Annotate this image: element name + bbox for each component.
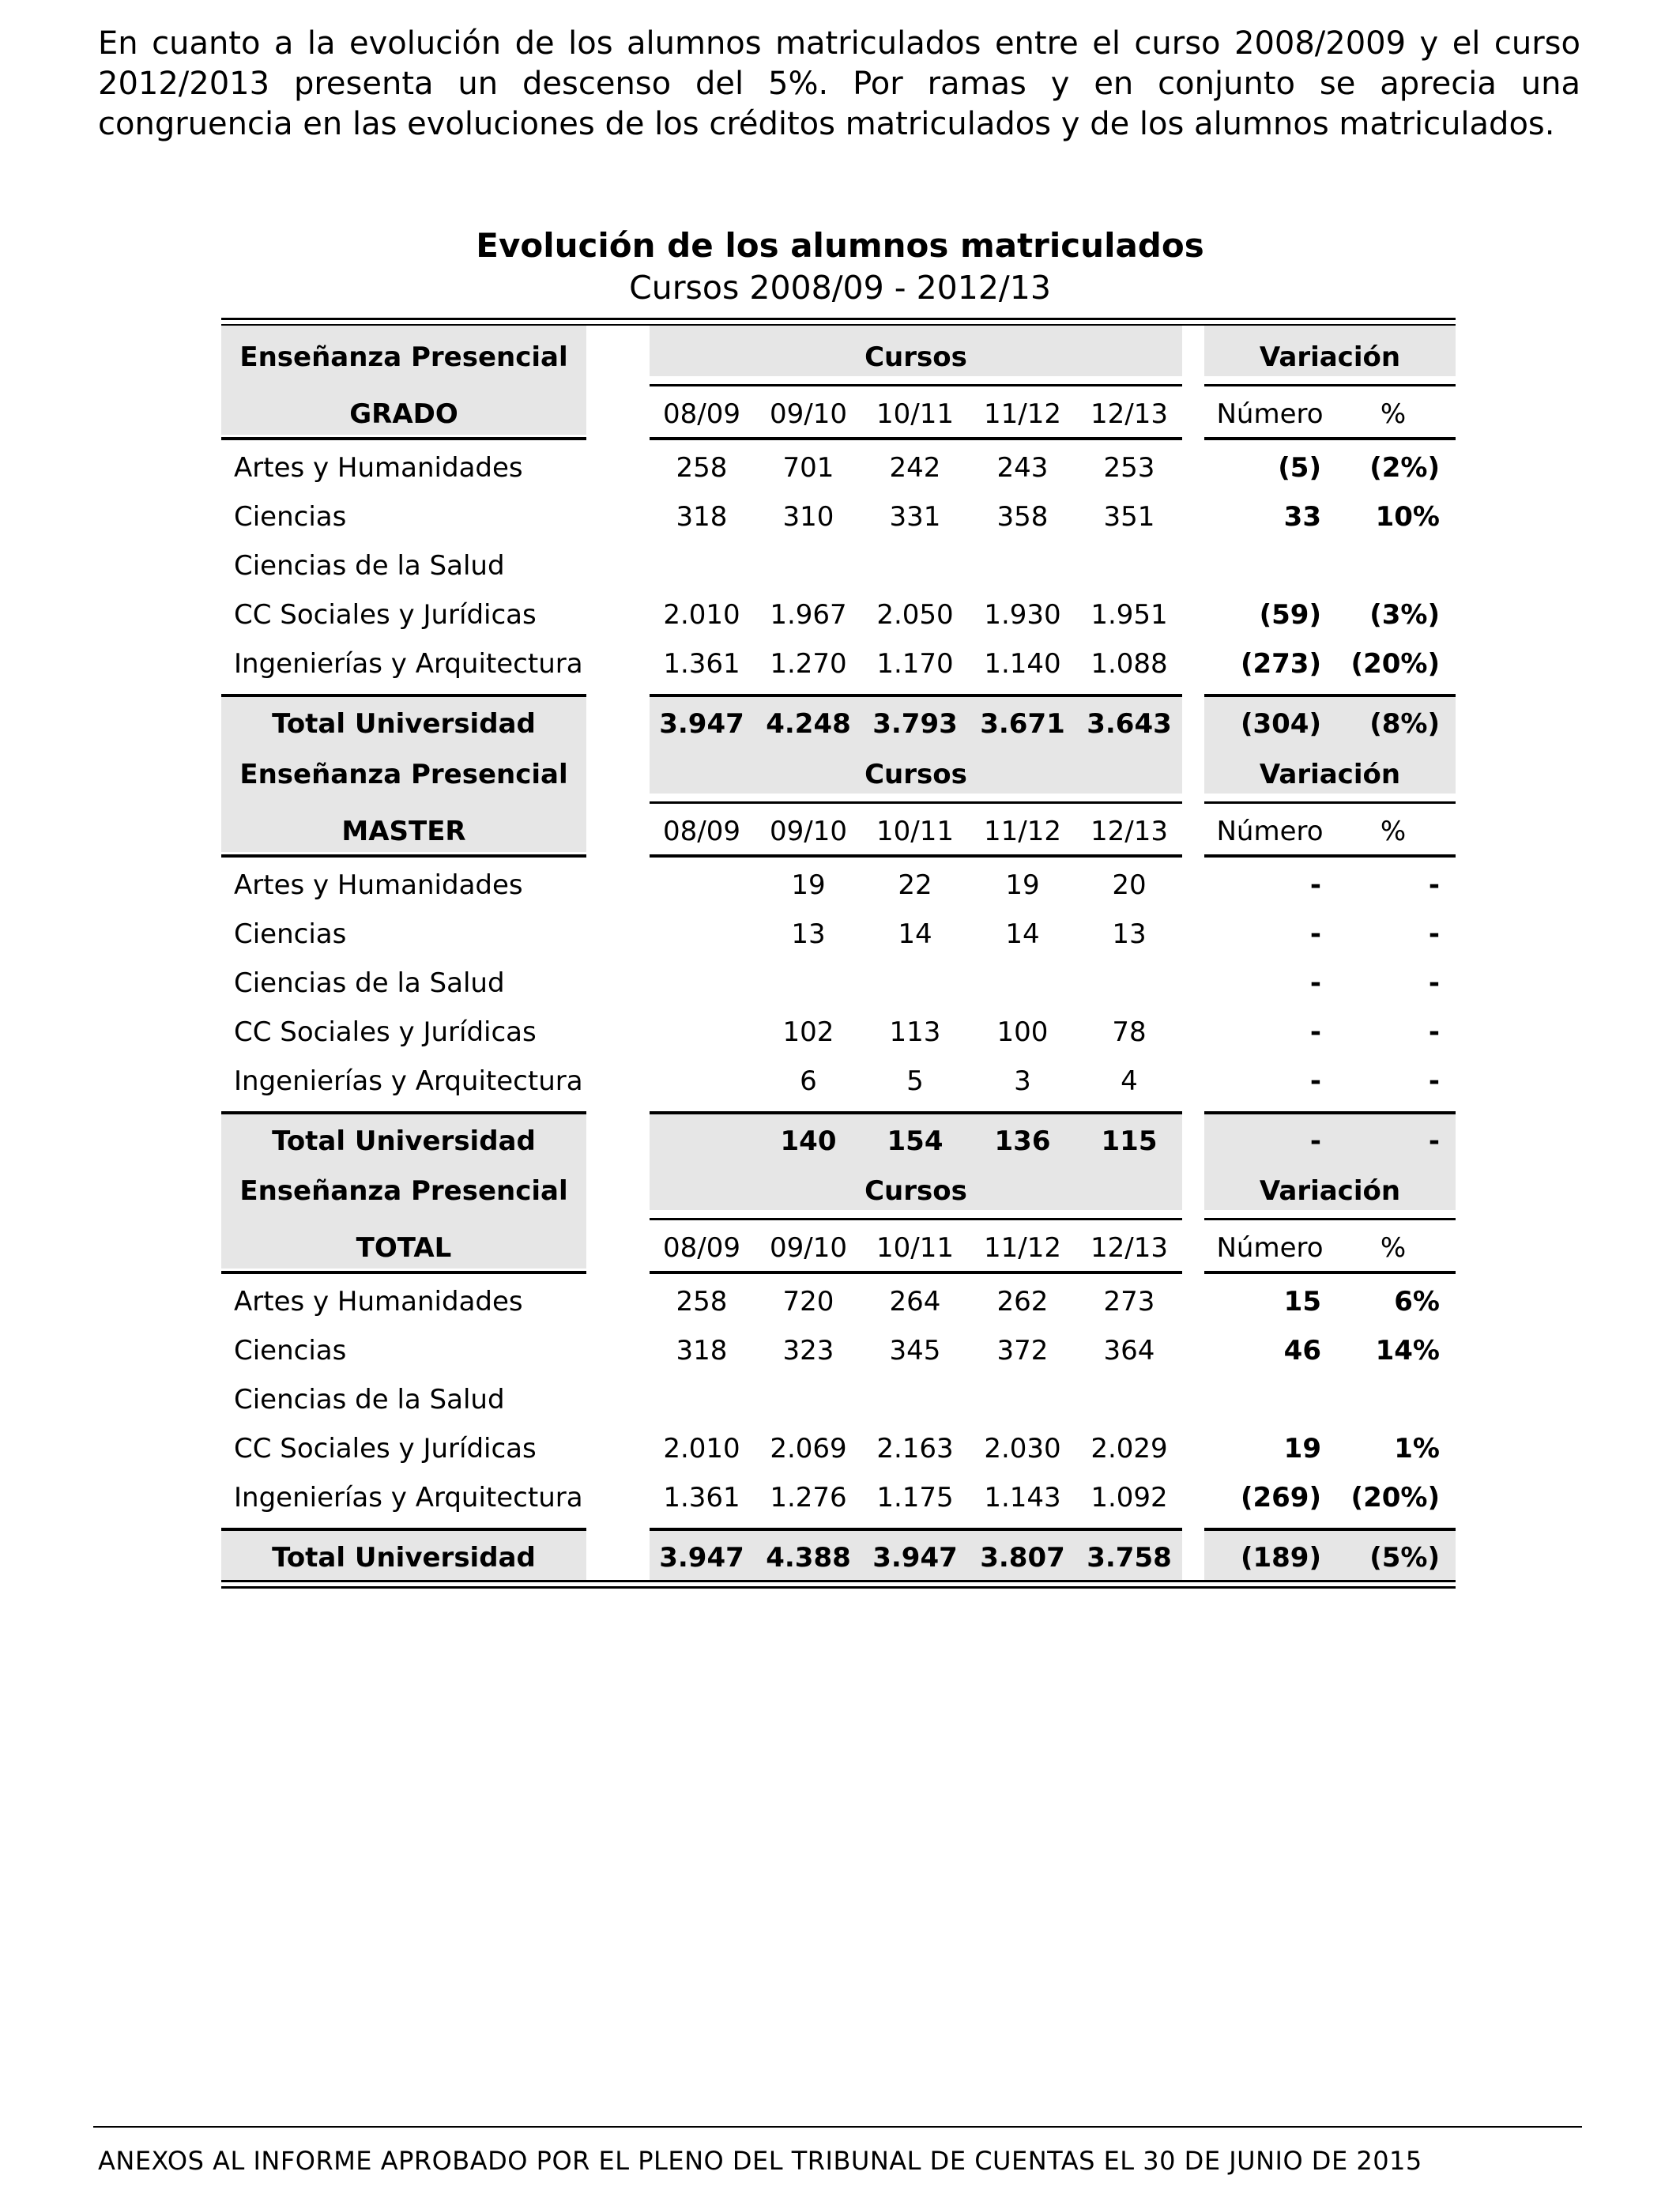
total-value: 3.758	[1087, 1542, 1172, 1574]
total-value: 115	[1101, 1125, 1158, 1157]
table-top-double-rule	[221, 324, 1456, 326]
row-variation-number: -	[1309, 1065, 1321, 1097]
row-label: Artes y Humanidades	[234, 1286, 523, 1318]
subheader-rule	[1204, 854, 1456, 858]
section-heading: Enseñanza Presencial	[239, 1175, 568, 1207]
pct-header: %	[1380, 398, 1407, 430]
row-variation-pct: -	[1428, 918, 1440, 950]
row-variation-pct: -	[1428, 869, 1440, 901]
year-header: 12/13	[1090, 816, 1168, 847]
row-value: 242	[889, 452, 941, 484]
row-variation-number: 19	[1283, 1433, 1321, 1465]
footer-divider	[93, 2126, 1582, 2128]
row-variation-number: (5)	[1278, 452, 1321, 484]
total-label: Total Universidad	[272, 1542, 536, 1574]
total-value: 3.643	[1087, 708, 1172, 740]
section-heading: Enseñanza Presencial	[239, 759, 568, 790]
row-value: 1.361	[663, 1482, 740, 1514]
row-variation-number: -	[1309, 918, 1321, 950]
year-header: 09/10	[770, 1232, 847, 1264]
header-rule	[1204, 384, 1456, 386]
total-label: Total Universidad	[272, 708, 536, 740]
year-header: 08/09	[663, 816, 740, 847]
row-value: 13	[791, 918, 826, 950]
row-value: 262	[996, 1286, 1049, 1318]
total-value: 136	[994, 1125, 1051, 1157]
total-variation-number: (304)	[1240, 708, 1321, 740]
row-label: CC Sociales y Jurídicas	[234, 599, 537, 631]
row-value: 3	[1014, 1065, 1031, 1097]
row-label: Artes y Humanidades	[234, 869, 523, 901]
total-value: 4.248	[766, 708, 851, 740]
row-variation-number: -	[1309, 967, 1321, 999]
pct-header: %	[1380, 816, 1407, 847]
year-header: 09/10	[770, 816, 847, 847]
section-heading: Enseñanza Presencial	[239, 341, 568, 373]
year-header: 08/09	[663, 1232, 740, 1264]
row-value: 2.163	[876, 1433, 954, 1465]
row-variation-number: (273)	[1240, 648, 1321, 680]
row-value: 13	[1112, 918, 1147, 950]
cursos-heading: Cursos	[864, 759, 967, 790]
row-value: 720	[782, 1286, 834, 1318]
year-header: 09/10	[770, 398, 847, 430]
section-type-label: TOTAL	[356, 1232, 452, 1264]
row-value: 372	[996, 1335, 1049, 1367]
total-value: 4.388	[766, 1542, 851, 1574]
numero-header: Número	[1216, 1232, 1324, 1264]
year-header: 08/09	[663, 398, 740, 430]
row-variation-pct: 14%	[1375, 1335, 1440, 1367]
total-value: 154	[887, 1125, 944, 1157]
header-rule	[650, 1218, 1182, 1220]
numero-header: Número	[1216, 816, 1324, 847]
row-variation-number: (269)	[1240, 1482, 1321, 1514]
row-value: 102	[782, 1016, 834, 1048]
row-variation-pct: (2%)	[1369, 452, 1440, 484]
row-value: 273	[1103, 1286, 1155, 1318]
row-variation-pct: 1%	[1394, 1433, 1440, 1465]
row-value: 4	[1121, 1065, 1138, 1097]
variacion-heading: Variación	[1259, 1175, 1401, 1207]
year-header: 11/12	[984, 816, 1061, 847]
row-label: Ciencias	[234, 1335, 347, 1367]
row-variation-pct: 10%	[1375, 501, 1440, 533]
subheader-rule	[221, 437, 586, 440]
table-bottom-double-rule	[221, 1580, 1456, 1582]
total-variation-pct: (8%)	[1369, 708, 1440, 740]
header-rule	[650, 384, 1182, 386]
year-header: 10/11	[876, 398, 954, 430]
row-value: 323	[782, 1335, 834, 1367]
row-variation-pct: 6%	[1394, 1286, 1440, 1318]
row-variation-pct: (20%)	[1350, 648, 1440, 680]
row-value: 19	[1005, 869, 1040, 901]
pct-header: %	[1380, 1232, 1407, 1264]
section-type-label: MASTER	[341, 816, 466, 847]
row-value: 1.088	[1090, 648, 1168, 680]
row-value: 331	[889, 501, 941, 533]
table-title: Evolución de los alumnos matriculados	[476, 226, 1204, 265]
row-value: 1.175	[876, 1482, 954, 1514]
row-value: 318	[676, 1335, 728, 1367]
intro-paragraph: En cuanto a la evolución de los alumnos matriculados entre el curso 2008/2009 y el curso 2012/2013 presenta un descenso del 5%. Por ramas y en conjunto se aprecia una congruencia en las evoluciones de los créditos matriculados y de los alumnos matriculados.	[98, 25, 1580, 142]
row-value: 6	[800, 1065, 817, 1097]
row-label: CC Sociales y Jurídicas	[234, 1433, 537, 1465]
row-value: 701	[782, 452, 834, 484]
cursos-heading: Cursos	[864, 1175, 967, 1207]
row-value: 1.361	[663, 648, 740, 680]
row-value: 1.967	[770, 599, 847, 631]
row-value: 2.029	[1090, 1433, 1168, 1465]
total-value: 3.947	[659, 708, 744, 740]
total-value: 3.947	[872, 1542, 958, 1574]
table-subtitle: Cursos 2008/09 - 2012/13	[629, 269, 1051, 307]
row-value: 1.170	[876, 648, 954, 680]
year-header: 11/12	[984, 398, 1061, 430]
row-label: Ciencias de la Salud	[234, 550, 505, 582]
row-variation-pct: -	[1428, 1065, 1440, 1097]
row-value: 1.092	[1090, 1482, 1168, 1514]
row-value: 1.276	[770, 1482, 847, 1514]
total-value: 3.793	[872, 708, 958, 740]
year-header: 12/13	[1090, 398, 1168, 430]
row-value: 258	[676, 1286, 728, 1318]
row-variation-pct: -	[1428, 967, 1440, 999]
row-value: 2.069	[770, 1433, 847, 1465]
row-value: 243	[996, 452, 1049, 484]
row-value: 264	[889, 1286, 941, 1318]
header-rule	[1204, 1218, 1456, 1220]
row-label: Ciencias de la Salud	[234, 1384, 505, 1416]
section-type-label: GRADO	[349, 398, 458, 430]
row-value: 78	[1112, 1016, 1147, 1048]
subheader-rule	[650, 1271, 1182, 1274]
row-variation-number: -	[1309, 1016, 1321, 1048]
row-value: 345	[889, 1335, 941, 1367]
total-variation-pct: -	[1428, 1125, 1440, 1157]
row-value: 1.143	[984, 1482, 1061, 1514]
row-value: 5	[906, 1065, 924, 1097]
row-value: 1.270	[770, 648, 847, 680]
row-label: Ciencias de la Salud	[234, 967, 505, 999]
row-variation-pct: (20%)	[1350, 1482, 1440, 1514]
row-value: 258	[676, 452, 728, 484]
year-header: 11/12	[984, 1232, 1061, 1264]
table-bottom-double-rule	[221, 1586, 1456, 1589]
subheader-rule	[1204, 437, 1456, 440]
numero-header: Número	[1216, 398, 1324, 430]
row-value: 113	[889, 1016, 941, 1048]
row-label: Ciencias	[234, 918, 347, 950]
total-value: 140	[780, 1125, 837, 1157]
row-value: 20	[1112, 869, 1147, 901]
row-variation-pct: (3%)	[1369, 599, 1440, 631]
variacion-heading: Variación	[1259, 759, 1401, 790]
row-value: 253	[1103, 452, 1155, 484]
variacion-heading: Variación	[1259, 341, 1401, 373]
year-header: 12/13	[1090, 1232, 1168, 1264]
row-value: 351	[1103, 501, 1155, 533]
row-value: 1.930	[984, 599, 1061, 631]
row-label: Ciencias	[234, 501, 347, 533]
total-variation-number: -	[1309, 1125, 1321, 1157]
row-value: 318	[676, 501, 728, 533]
row-value: 14	[1005, 918, 1040, 950]
row-variation-pct: -	[1428, 1016, 1440, 1048]
subheader-rule	[650, 854, 1182, 858]
row-value: 310	[782, 501, 834, 533]
row-variation-number: -	[1309, 869, 1321, 901]
year-header: 10/11	[876, 1232, 954, 1264]
row-value: 2.050	[876, 599, 954, 631]
row-value: 2.010	[663, 599, 740, 631]
row-value: 358	[996, 501, 1049, 533]
row-label: Ingenierías y Arquitectura	[234, 648, 583, 680]
row-label: Ingenierías y Arquitectura	[234, 1065, 583, 1097]
year-header: 10/11	[876, 816, 954, 847]
header-rule	[650, 801, 1182, 804]
row-variation-number: (59)	[1259, 599, 1321, 631]
row-value: 1.951	[1090, 599, 1168, 631]
total-variation-pct: (5%)	[1369, 1542, 1440, 1574]
row-value: 1.140	[984, 648, 1061, 680]
header-rule	[1204, 801, 1456, 804]
row-value: 14	[898, 918, 932, 950]
subheader-rule	[221, 1271, 586, 1274]
subheader-rule	[221, 854, 586, 858]
row-value: 100	[996, 1016, 1049, 1048]
page-footer: ANEXOS AL INFORME APROBADO POR EL PLENO DEL TRIBUNAL DE CUENTAS EL 30 DE JUNIO DE 2015	[98, 2146, 1422, 2176]
row-variation-number: 15	[1283, 1286, 1321, 1318]
row-label: CC Sociales y Jurídicas	[234, 1016, 537, 1048]
cursos-heading: Cursos	[864, 341, 967, 373]
total-value: 3.947	[659, 1542, 744, 1574]
table-top-double-rule	[221, 318, 1456, 320]
row-value: 2.010	[663, 1433, 740, 1465]
subheader-rule	[1204, 1271, 1456, 1274]
row-value: 2.030	[984, 1433, 1061, 1465]
row-variation-number: 46	[1283, 1335, 1321, 1367]
row-value: 22	[898, 869, 932, 901]
row-label: Artes y Humanidades	[234, 452, 523, 484]
total-value: 3.807	[980, 1542, 1065, 1574]
total-variation-number: (189)	[1240, 1542, 1321, 1574]
row-variation-number: 33	[1283, 501, 1321, 533]
subheader-rule	[650, 437, 1182, 440]
row-value: 364	[1103, 1335, 1155, 1367]
total-value: 3.671	[980, 708, 1065, 740]
row-label: Ingenierías y Arquitectura	[234, 1482, 583, 1514]
total-label: Total Universidad	[272, 1125, 536, 1157]
row-value: 19	[791, 869, 826, 901]
